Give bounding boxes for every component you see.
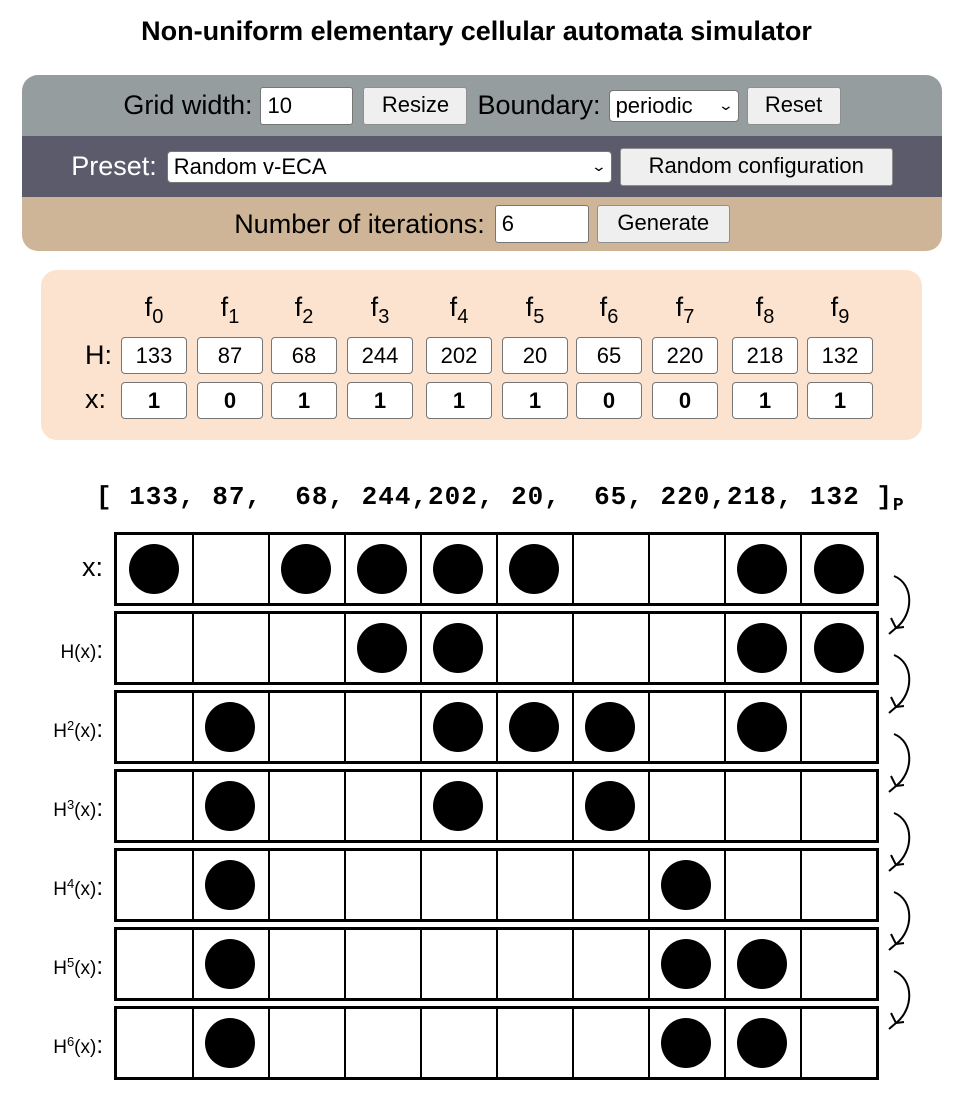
- rule-h-input-9[interactable]: 132: [807, 337, 873, 374]
- rule-header-f0: $f_0$: [144, 292, 164, 328]
- rule-x-toggle-7[interactable]: 0: [652, 382, 718, 419]
- curved-arrow-icon: [884, 730, 924, 800]
- curved-arrow-icon: [884, 888, 924, 958]
- grid-cell: [649, 930, 726, 998]
- grid-cell[interactable]: [193, 535, 270, 603]
- cell-state-dot: [205, 781, 255, 831]
- rule-x-toggle-4[interactable]: 1: [426, 382, 492, 419]
- grid-cell: [497, 693, 574, 761]
- x-row-label: x:: [85, 384, 107, 414]
- cell-state-dot: [433, 623, 483, 673]
- rule-header-f7: $f_7$: [675, 292, 695, 328]
- rule-h-input-1[interactable]: 87: [197, 337, 263, 374]
- grid-cell: [269, 851, 346, 919]
- cell-state-dot: [433, 544, 483, 594]
- cell-state-dot: [509, 544, 559, 594]
- grid-cell[interactable]: [649, 535, 726, 603]
- rule-header-f6: $f_6$: [599, 292, 619, 328]
- grid-cell: [573, 693, 650, 761]
- grid-cell: [497, 614, 574, 682]
- boundary-label: Boundary:: [477, 90, 601, 120]
- grid-cell: [117, 930, 194, 998]
- grid-cell[interactable]: [497, 535, 574, 603]
- rule-list-text: [ 133, 87, 68, 244,202, 20, 65, 220,218, 132 ]: [96, 482, 893, 512]
- rule-h-input-6[interactable]: 65: [576, 337, 642, 374]
- grid-cell: [573, 851, 650, 919]
- row-label: $H^6(x)$:: [53, 1032, 103, 1059]
- rule-h-input-7[interactable]: 220: [652, 337, 718, 374]
- cell-state-dot: [205, 1018, 255, 1068]
- iterations-input[interactable]: 6: [495, 205, 589, 243]
- grid-cell: [345, 1009, 422, 1077]
- grid-cell: [725, 851, 802, 919]
- rule-x-toggle-5[interactable]: 1: [502, 382, 568, 419]
- grid-cell: [117, 851, 194, 919]
- grid-cell: [421, 693, 498, 761]
- iteration-row: [114, 769, 879, 843]
- cell-state-dot: [814, 544, 864, 594]
- curved-arrow-icon: [884, 967, 924, 1037]
- iteration-row: [114, 611, 879, 685]
- grid-cell: [117, 772, 194, 840]
- grid-cell: [497, 1009, 574, 1077]
- grid-cell: [269, 1009, 346, 1077]
- cell-state-dot: [814, 623, 864, 673]
- rule-x-toggle-1[interactable]: 0: [197, 382, 263, 419]
- curved-arrow-icon: [884, 809, 924, 879]
- boundary-subscript: P: [892, 496, 905, 516]
- grid-cell: [345, 693, 422, 761]
- grid-cell: [801, 693, 876, 761]
- rule-header-f9: $f_9$: [830, 292, 850, 328]
- grid-cell: [801, 930, 876, 998]
- rule-list: [96, 482, 905, 516]
- grid-cell: [193, 693, 270, 761]
- grid-cell: [193, 851, 270, 919]
- row-label: $H^4(x)$:: [53, 874, 103, 901]
- cell-state-dot: [357, 623, 407, 673]
- rule-x-toggle-0[interactable]: 1: [121, 382, 187, 419]
- grid-cell: [421, 930, 498, 998]
- rule-h-input-8[interactable]: 218: [732, 337, 798, 374]
- row-label: x:: [81, 552, 103, 582]
- grid-cell: [345, 851, 422, 919]
- row-label: $H^3(x)$:: [53, 795, 103, 822]
- preset-bar: [22, 136, 942, 197]
- rule-header-f2: $f_2$: [294, 292, 314, 328]
- grid-cell: [421, 1009, 498, 1077]
- grid-cell: [725, 930, 802, 998]
- grid-cell: [725, 614, 802, 682]
- grid-cell: [649, 1009, 726, 1077]
- grid-cell: [725, 1009, 802, 1077]
- cell-state-dot: [205, 939, 255, 989]
- grid-cell[interactable]: [573, 535, 650, 603]
- cell-state-dot: [205, 860, 255, 910]
- chevron-down-icon: ⌄: [590, 158, 608, 174]
- cell-state-dot: [205, 702, 255, 752]
- grid-cell: [573, 930, 650, 998]
- grid-cell: [269, 614, 346, 682]
- grid-cell: [269, 930, 346, 998]
- grid-cell[interactable]: [117, 535, 194, 603]
- grid-cell: [421, 772, 498, 840]
- cell-state-dot: [585, 781, 635, 831]
- grid-cell: [725, 693, 802, 761]
- cell-state-dot: [433, 781, 483, 831]
- grid-cell: [649, 772, 726, 840]
- cell-state-dot: [737, 702, 787, 752]
- rule-x-toggle-8[interactable]: 1: [732, 382, 798, 419]
- grid-width-label: Grid width:: [123, 90, 253, 120]
- curved-arrow-icon: [884, 651, 924, 721]
- cell-state-dot: [509, 702, 559, 752]
- grid-cell: [497, 772, 574, 840]
- reset-button[interactable]: Reset: [747, 87, 841, 125]
- rule-h-input-2[interactable]: 68: [271, 337, 337, 374]
- grid-cell: [801, 772, 876, 840]
- grid-cell: [117, 1009, 194, 1077]
- grid-cell: [497, 930, 574, 998]
- cell-state-dot: [661, 860, 711, 910]
- grid-cell: [269, 693, 346, 761]
- grid-cell[interactable]: [269, 535, 346, 603]
- grid-cell: [801, 851, 876, 919]
- rule-h-input-0[interactable]: 133: [121, 337, 187, 374]
- boundary-select[interactable]: [609, 90, 739, 122]
- grid-cell: [345, 614, 422, 682]
- preset-label: Preset:: [71, 151, 157, 181]
- rule-x-toggle-9[interactable]: 1: [807, 382, 873, 419]
- grid-cell: [573, 772, 650, 840]
- grid-width-input[interactable]: 10: [260, 87, 353, 125]
- page-title: Non-uniform elementary cellular automata simulator: [141, 16, 812, 46]
- row-label: $H^2(x)$:: [53, 716, 103, 743]
- grid-cell: [649, 693, 726, 761]
- grid-cell: [801, 1009, 876, 1077]
- cell-state-dot: [737, 544, 787, 594]
- iteration-row: [114, 690, 879, 764]
- grid-cell: [421, 614, 498, 682]
- grid-cell: [725, 772, 802, 840]
- preset-select-value: Random v-ECA: [173, 153, 327, 179]
- rule-header-f8: $f_8$: [755, 292, 775, 328]
- curved-arrow-icon: [884, 572, 924, 642]
- grid-cell: [649, 851, 726, 919]
- rule-h-input-4[interactable]: 202: [426, 337, 492, 374]
- grid-cell: [573, 1009, 650, 1077]
- cell-state-dot: [737, 623, 787, 673]
- cell-state-dot: [661, 1018, 711, 1068]
- grid-cell: [345, 930, 422, 998]
- grid-cell: [345, 772, 422, 840]
- row-label: $H^5(x)$:: [53, 953, 103, 980]
- grid-cell: [193, 930, 270, 998]
- rule-header-f3: $f_3$: [370, 292, 390, 328]
- grid-cell: [573, 614, 650, 682]
- rule-h-input-3[interactable]: 244: [347, 337, 413, 374]
- initial-configuration-row[interactable]: [114, 532, 879, 606]
- cell-state-dot: [737, 1018, 787, 1068]
- rule-table: [41, 270, 922, 440]
- cell-state-dot: [433, 702, 483, 752]
- grid-cell: [117, 614, 194, 682]
- rule-x-toggle-3[interactable]: 1: [347, 382, 413, 419]
- row-label: H(x):: [60, 637, 103, 664]
- grid-cell: [193, 614, 270, 682]
- iteration-row: [114, 848, 879, 922]
- iterations-label: Number of iterations:: [234, 208, 485, 239]
- grid-settings-bar: [22, 75, 942, 136]
- rule-h-input-5[interactable]: 20: [502, 337, 568, 374]
- preset-select[interactable]: [167, 151, 612, 183]
- resize-button[interactable]: Resize: [363, 87, 467, 125]
- grid-cell: [649, 614, 726, 682]
- boundary-select-value: periodic: [615, 92, 693, 118]
- rule-x-toggle-2[interactable]: 1: [271, 382, 337, 419]
- h-row-label: H:: [85, 340, 112, 370]
- cell-state-dot: [737, 939, 787, 989]
- rule-header-f1: $f_1$: [220, 292, 240, 328]
- rule-header-f4: $f_4$: [449, 292, 469, 328]
- rule-x-toggle-6[interactable]: 0: [576, 382, 642, 419]
- grid-cell[interactable]: [345, 535, 422, 603]
- grid-cell: [193, 772, 270, 840]
- random-configuration-button[interactable]: Random configuration: [620, 148, 893, 186]
- grid-cell: [497, 851, 574, 919]
- iterations-bar: [22, 197, 942, 251]
- grid-cell: [801, 614, 876, 682]
- grid-cell: [193, 1009, 270, 1077]
- cell-state-dot: [661, 939, 711, 989]
- cell-state-dot: [281, 544, 331, 594]
- grid-cell[interactable]: [801, 535, 876, 603]
- generate-button[interactable]: Generate: [597, 205, 730, 243]
- cell-state-dot: [357, 544, 407, 594]
- grid-cell[interactable]: [421, 535, 498, 603]
- grid-cell: [421, 851, 498, 919]
- iteration-row: [114, 927, 879, 1001]
- rule-header-f5: $f_5$: [525, 292, 545, 328]
- grid-cell[interactable]: [725, 535, 802, 603]
- iteration-row: [114, 1006, 879, 1080]
- chevron-down-icon: ⌄: [717, 97, 734, 113]
- controls-panel: [22, 75, 942, 251]
- cell-state-dot: [129, 544, 179, 594]
- grid-cell: [117, 693, 194, 761]
- cell-state-dot: [585, 702, 635, 752]
- grid-cell: [269, 772, 346, 840]
